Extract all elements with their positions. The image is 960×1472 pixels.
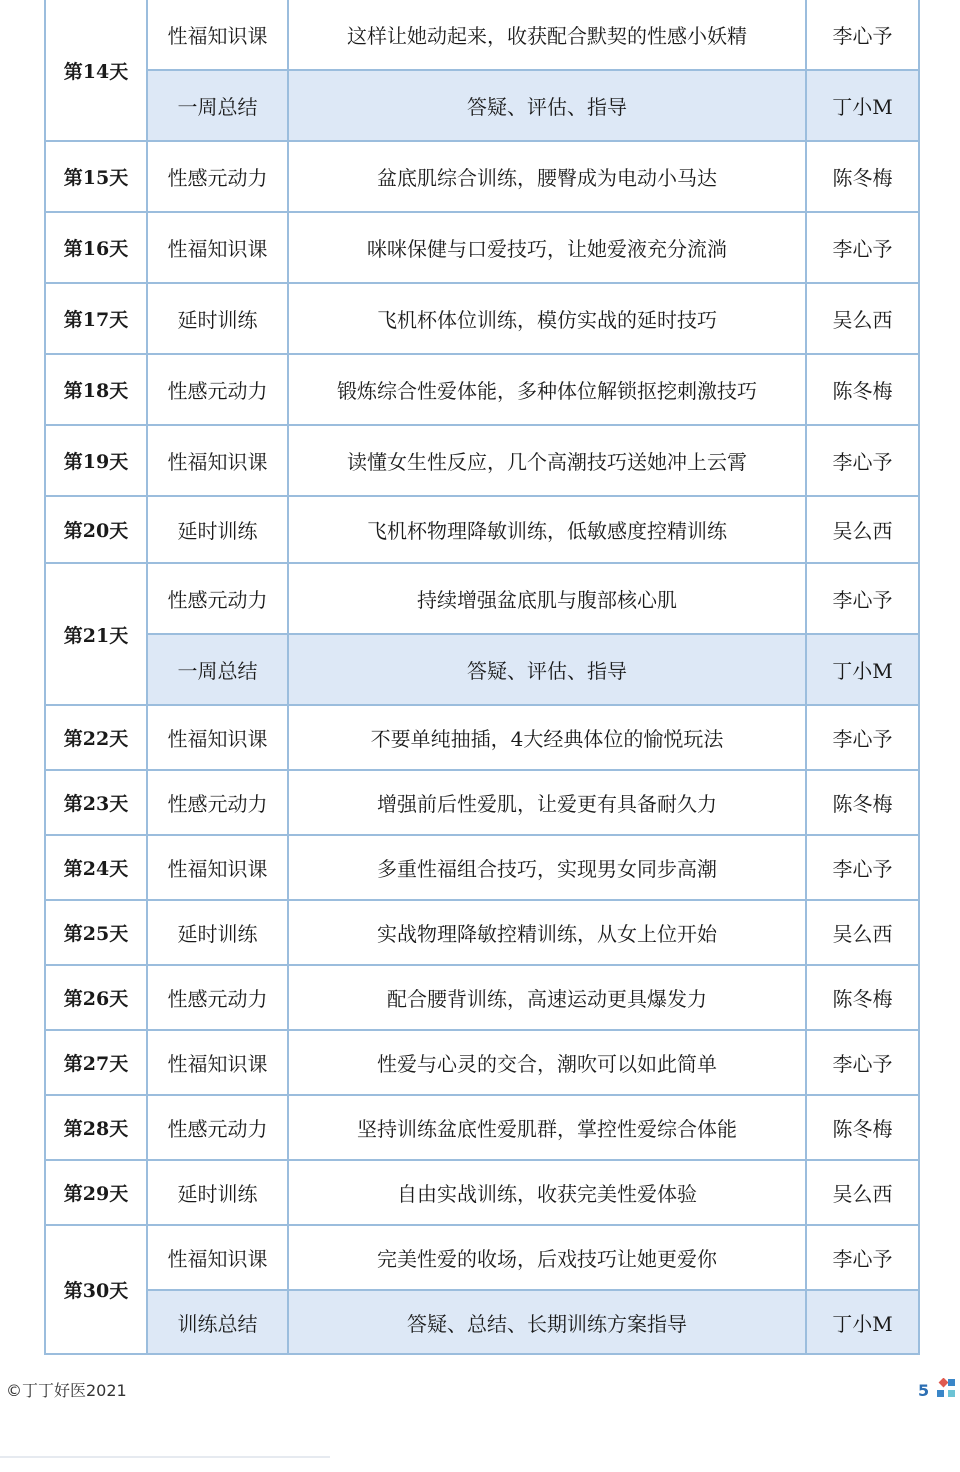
type-cell: 性感元动力: [147, 1095, 288, 1160]
squares-logo-icon: [936, 1378, 960, 1402]
table-row: [45, 70, 919, 141]
type-cell: 一周总结: [147, 70, 288, 141]
teacher-cell: 李心予: [806, 212, 919, 283]
type-cell: 一周总结: [147, 634, 288, 705]
bottom-divider: [0, 1456, 330, 1458]
teacher-cell: 吴么西: [806, 496, 919, 563]
logo-square-1: [939, 1378, 949, 1387]
teacher-cell: 陈冬梅: [806, 965, 919, 1030]
teacher-cell: 陈冬梅: [806, 141, 919, 212]
day-cell: 第19天: [45, 425, 147, 496]
content-cell: 完美性爱的收场，后戏技巧让她更爱你: [288, 1225, 806, 1290]
page-number: 5: [918, 1381, 930, 1400]
teacher-cell: 吴么西: [806, 900, 919, 965]
table-row: [45, 563, 919, 634]
type-cell: 性感元动力: [147, 354, 288, 425]
table-row: [45, 835, 919, 900]
content-cell: 实战物理降敏控精训练，从女上位开始: [288, 900, 806, 965]
teacher-cell: 吴么西: [806, 1160, 919, 1225]
table-row: [45, 141, 919, 212]
day-cell: 第21天: [45, 563, 147, 705]
teacher-cell: 吴么西: [806, 283, 919, 354]
teacher-cell: 李心予: [806, 0, 919, 70]
teacher-cell: 陈冬梅: [806, 770, 919, 835]
content-cell: 持续增强盆底肌与腹部核心肌: [288, 563, 806, 634]
type-cell: 性福知识课: [147, 835, 288, 900]
teacher-cell: 丁小M: [806, 70, 919, 141]
day-cell: 第29天: [45, 1160, 147, 1225]
table-row: [45, 705, 919, 770]
type-cell: 性福知识课: [147, 705, 288, 770]
type-cell: 性福知识课: [147, 0, 288, 70]
teacher-cell: 李心予: [806, 425, 919, 496]
schedule-body: [45, 0, 919, 1354]
copyright-text: ©丁丁好医2021: [6, 1381, 127, 1400]
type-cell: 性感元动力: [147, 563, 288, 634]
day-cell: 第15天: [45, 141, 147, 212]
day-cell: 第16天: [45, 212, 147, 283]
teacher-cell: 李心予: [806, 563, 919, 634]
day-cell: 第25天: [45, 900, 147, 965]
table-row: [45, 1290, 919, 1354]
day-cell: 第27天: [45, 1030, 147, 1095]
table-row: [45, 354, 919, 425]
content-cell: 配合腰背训练，高速运动更具爆发力: [288, 965, 806, 1030]
type-cell: 性福知识课: [147, 1225, 288, 1290]
day-cell: 第28天: [45, 1095, 147, 1160]
type-cell: 延时训练: [147, 1160, 288, 1225]
day-cell: 第30天: [45, 1225, 147, 1354]
table-row: [45, 212, 919, 283]
type-cell: 性福知识课: [147, 425, 288, 496]
logo-square-4: [948, 1390, 955, 1397]
table-row: [45, 0, 919, 70]
table-row: [45, 283, 919, 354]
table-row: [45, 496, 919, 563]
day-cell: 第24天: [45, 835, 147, 900]
content-cell: 飞机杯物理降敏训练，低敏感度控精训练: [288, 496, 806, 563]
day-cell: 第26天: [45, 965, 147, 1030]
type-cell: 性福知识课: [147, 1030, 288, 1095]
day-cell: 第22天: [45, 705, 147, 770]
content-cell: 盆底肌综合训练，腰臀成为电动小马达: [288, 141, 806, 212]
content-cell: 答疑、评估、指导: [288, 70, 806, 141]
course-schedule-table: [44, 0, 920, 1355]
teacher-cell: 丁小M: [806, 634, 919, 705]
logo-square-3: [948, 1379, 955, 1386]
content-cell: 增强前后性爱肌，让爱更有具备耐久力: [288, 770, 806, 835]
content-cell: 飞机杯体位训练，模仿实战的延时技巧: [288, 283, 806, 354]
teacher-cell: 李心予: [806, 1225, 919, 1290]
logo-square-2: [937, 1390, 944, 1397]
table-row: [45, 965, 919, 1030]
type-cell: 性福知识课: [147, 212, 288, 283]
teacher-cell: 陈冬梅: [806, 354, 919, 425]
content-cell: 读懂女生性反应，几个高潮技巧送她冲上云霄: [288, 425, 806, 496]
type-cell: 性感元动力: [147, 770, 288, 835]
day-cell: 第18天: [45, 354, 147, 425]
day-cell: 第23天: [45, 770, 147, 835]
type-cell: 延时训练: [147, 496, 288, 563]
type-cell: 延时训练: [147, 283, 288, 354]
content-cell: 咪咪保健与口爱技巧，让她爱液充分流淌: [288, 212, 806, 283]
content-cell: 锻炼综合性爱体能，多种体位解锁抠挖刺激技巧: [288, 354, 806, 425]
content-cell: 性爱与心灵的交合，潮吹可以如此简单: [288, 1030, 806, 1095]
table-row: [45, 1030, 919, 1095]
type-cell: 延时训练: [147, 900, 288, 965]
type-cell: 性感元动力: [147, 141, 288, 212]
content-cell: 答疑、总结、长期训练方案指导: [288, 1290, 806, 1354]
teacher-cell: 李心予: [806, 705, 919, 770]
teacher-cell: 李心予: [806, 835, 919, 900]
table-row: [45, 1225, 919, 1290]
content-cell: 答疑、评估、指导: [288, 634, 806, 705]
table-row: [45, 900, 919, 965]
teacher-cell: 陈冬梅: [806, 1095, 919, 1160]
content-cell: 坚持训练盆底性爱肌群，掌控性爱综合体能: [288, 1095, 806, 1160]
content-cell: 这样让她动起来，收获配合默契的性感小妖精: [288, 0, 806, 70]
day-cell: 第17天: [45, 283, 147, 354]
teacher-cell: 丁小M: [806, 1290, 919, 1354]
table-row: [45, 770, 919, 835]
day-cell: 第14天: [45, 0, 147, 141]
table-row: [45, 634, 919, 705]
content-cell: 自由实战训练，收获完美性爱体验: [288, 1160, 806, 1225]
content-cell: 多重性福组合技巧，实现男女同步高潮: [288, 835, 806, 900]
table-row: [45, 1160, 919, 1225]
type-cell: 性感元动力: [147, 965, 288, 1030]
content-cell: 不要单纯抽插，4大经典体位的愉悦玩法: [288, 705, 806, 770]
day-cell: 第20天: [45, 496, 147, 563]
type-cell: 训练总结: [147, 1290, 288, 1354]
table-row: [45, 425, 919, 496]
teacher-cell: 李心予: [806, 1030, 919, 1095]
table-row: [45, 1095, 919, 1160]
